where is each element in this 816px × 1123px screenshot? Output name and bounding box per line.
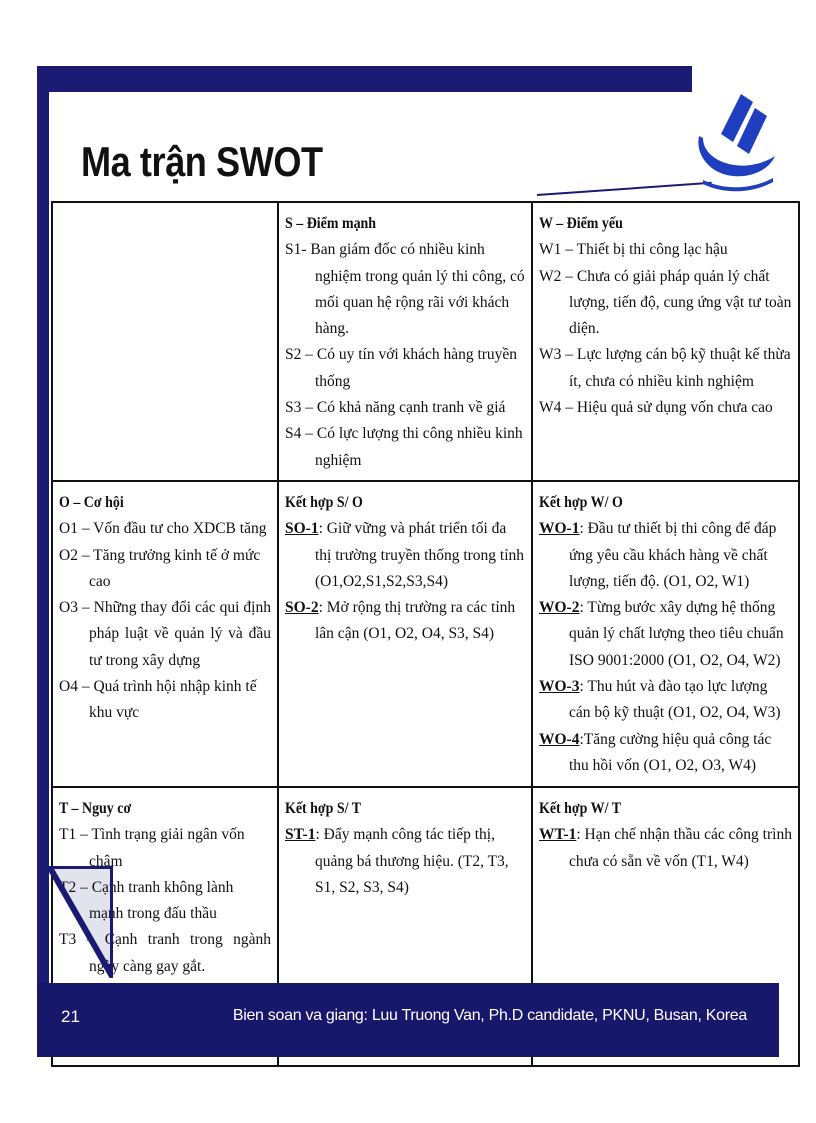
- strategy-text: : Đẩy mạnh công tác tiếp thị, quảng bá thương hiệu. (T2, T3, S1, S2, S3, S4): [315, 826, 509, 896]
- swot-matrix-table: [51, 201, 800, 1067]
- list-item: T3 – Cạnh tranh trong ngành ngày càng gay gắt.: [59, 931, 271, 975]
- page-number: 21: [61, 1007, 80, 1026]
- corner-triangle-decoration: [49, 866, 113, 978]
- strategy-item: [539, 727, 792, 780]
- list-item: W1 – Thiết bị thi công lạc hậu: [539, 241, 728, 259]
- st-heading: Kết hợp S/ T: [285, 799, 362, 817]
- strengths-heading: S – Điểm mạnh: [285, 215, 377, 232]
- opportunities-heading: O – Cơ hội: [59, 493, 124, 511]
- strategy-code: SO-1: [285, 520, 319, 538]
- strategy-item: [539, 674, 792, 727]
- list-item: S4 – Có lực lượng thi công nhiều kinh nghiệm: [285, 425, 523, 469]
- wo-strategy-cell: [532, 481, 799, 787]
- strategy-code: SO-2: [285, 599, 319, 617]
- strategy-code: WO-3: [539, 678, 580, 696]
- strategy-item: [285, 822, 525, 901]
- list-item: S2 – Có uy tín với khách hàng truyền thống: [285, 346, 518, 390]
- header-band: [37, 66, 692, 92]
- list-item: O1 – Vốn đầu tư cho XDCB tăng: [59, 520, 267, 538]
- table-row: [52, 202, 799, 481]
- strategy-code: ST-1: [285, 826, 316, 844]
- strategy-item: [285, 595, 525, 648]
- strategy-text: :Tăng cường hiệu quả công tác thu hồi vốn (O1, O2, O3, W4): [569, 730, 772, 774]
- university-book-logo-icon: [693, 84, 779, 194]
- list-item: W2 – Chưa có giải pháp quản lý chất lượng, tiến độ, cung ứng vật tư toàn diện.: [539, 267, 792, 338]
- list-item: O4 – Quá trình hội nhập kinh tế khu vực: [59, 678, 257, 722]
- so-strategy-cell: [278, 481, 532, 787]
- list-item: O2 – Tăng trưởng kinh tế ở mức cao: [59, 546, 261, 590]
- wt-heading: Kết hợp W/ T: [539, 799, 622, 817]
- threats-heading: T – Nguy cơ: [59, 799, 132, 817]
- list-item: S3 – Có khả năng cạnh tranh về giá: [285, 399, 506, 417]
- strategy-text: : Từng bước xây dựng hệ thống quản lý chất lượng theo tiêu chuẩn ISO 9001:2000 (O1, O2, O4, W2): [569, 599, 784, 669]
- list-item: W4 – Hiệu quả sử dụng vốn chưa cao: [539, 399, 773, 417]
- weaknesses-cell: [532, 202, 799, 481]
- wo-heading: Kết hợp W/ O: [539, 493, 623, 511]
- slide: [37, 66, 792, 1057]
- list-item: W3 – Lực lượng cán bộ kỹ thuật kế thừa ít, chưa có nhiều kinh nghiệm: [539, 346, 791, 390]
- strengths-cell: [278, 202, 532, 481]
- strategy-text: : Thu hút và đào tạo lực lượng cán bộ kỹ thuật (O1, O2, O4, W3): [569, 678, 781, 722]
- so-heading: Kết hợp S/ O: [285, 493, 363, 511]
- empty-corner-cell: [52, 202, 278, 481]
- strategy-text: : Đầu tư thiết bị thi công để đáp ứng yêu cầu khách hàng về chất lượng, tiến độ. (O1, O2, W1): [569, 520, 777, 590]
- strategy-text: : Mở rộng thị trường ra các tỉnh lân cận (O1, O2, O4, S3, S4): [315, 599, 516, 643]
- slide-title: Ma trận SWOT: [81, 138, 323, 185]
- table-row: [52, 481, 799, 787]
- strategy-item: [539, 516, 792, 595]
- list-item: T2 – Cạnh tranh không lành mạnh trong đấu thầu: [59, 878, 234, 923]
- strategy-code: WO-4: [539, 730, 580, 748]
- list-item: T1 – Tình trạng giải ngân vốn chậm: [59, 826, 245, 870]
- list-item: O3 – Những thay đổi các qui định pháp luật về quản lý và đầu tư trong xây dựng: [59, 599, 271, 669]
- left-band: [37, 66, 49, 1057]
- opportunities-cell: [52, 481, 278, 787]
- strategy-item: [285, 516, 525, 595]
- strategy-code: WO-2: [539, 599, 580, 617]
- strategy-code: WO-1: [539, 520, 580, 538]
- strategy-text: : Hạn chế nhận thầu các công trình chưa có sẵn về vốn (T1, W4): [569, 826, 792, 870]
- strategy-code: WT-1: [539, 826, 577, 844]
- strategy-text: : Giữ vững và phát triển tối đa thị trường truyền thống trong tỉnh (O1,O2,S1,S2,S3,S4): [315, 520, 525, 590]
- decorative-line: [537, 182, 712, 196]
- strategy-item: [539, 822, 792, 875]
- strategy-item: [539, 595, 792, 674]
- list-item: S1- Ban giám đốc có nhiều kinh nghiệm trong quản lý thi công, có mối quan hệ rộng rãi với khách hàng.: [285, 241, 525, 338]
- weaknesses-heading: W – Điểm yếu: [539, 215, 623, 232]
- footer-credit: Bien soan va giang: Luu Truong Van, Ph.D candidate, PKNU, Busan, Korea: [232, 1007, 747, 1024]
